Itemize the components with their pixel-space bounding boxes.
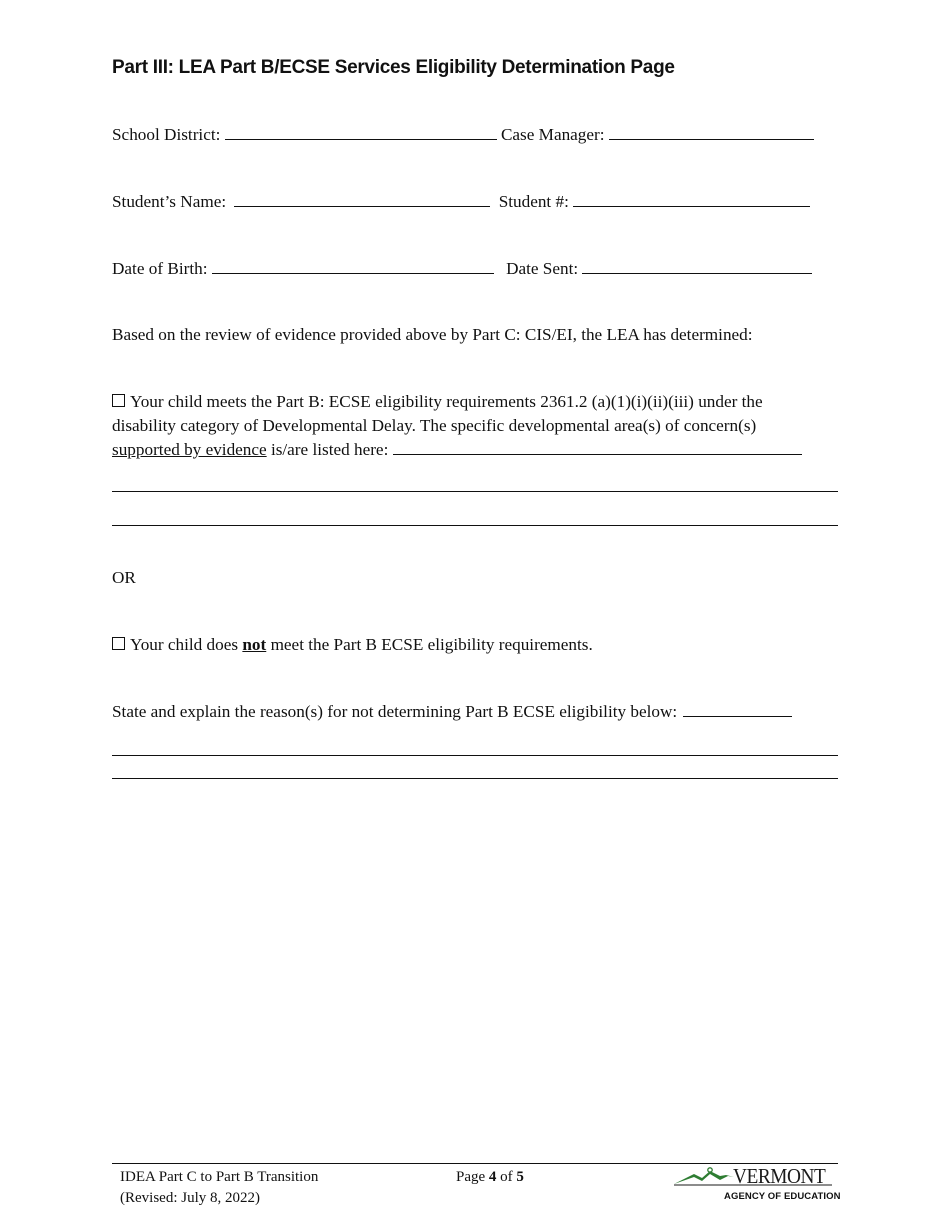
- supported-by-evidence-text: supported by evidence: [112, 440, 267, 459]
- concern-areas-field[interactable]: [393, 438, 802, 455]
- date-sent-label: Date Sent:: [506, 259, 579, 278]
- page-total: 5: [516, 1169, 524, 1185]
- student-name-label: Student’s Name:: [112, 192, 227, 211]
- meets-text-line-3: is/are listed here:: [266, 440, 389, 459]
- page-current: 4: [488, 1169, 497, 1185]
- page-title: Part III: LEA Part B/ECSE Services Eligibility Determination Page: [112, 57, 675, 78]
- field-row-dates: [112, 257, 812, 281]
- date-of-birth-field[interactable]: [212, 257, 494, 274]
- meets-text-line-1: Your child meets the Part B: ECSE eligibility requirements 2361.2 (a)(1)(i)(ii)(iii) under the: [130, 392, 763, 411]
- school-district-field[interactable]: [225, 123, 497, 140]
- or-label: OR: [112, 568, 136, 587]
- not-meets-checkbox[interactable]: [112, 637, 125, 650]
- logo-agency: AGENCY OF EDUCATION: [724, 1191, 841, 1202]
- field-row-district: [112, 123, 814, 147]
- case-manager-label: Case Manager:: [500, 125, 605, 144]
- concern-areas-line-3[interactable]: [112, 525, 838, 526]
- date-of-birth-label: Date of Birth:: [112, 259, 208, 278]
- not-meets-suffix: meet the Part B ECSE eligibility requirements.: [266, 635, 593, 654]
- case-manager-field[interactable]: [609, 123, 814, 140]
- not-emphasis: not: [242, 635, 267, 654]
- student-name-field[interactable]: [234, 190, 490, 207]
- meets-text-line-2: disability category of Developmental Delay. The specific developmental area(s) of concern(s): [112, 416, 757, 435]
- explain-line-3[interactable]: [112, 778, 838, 779]
- explain-label: State and explain the reason(s) for not determining Part B ECSE eligibility below:: [112, 702, 678, 721]
- footer-doc-title: IDEA Part C to Part B Transition: [120, 1169, 319, 1185]
- explain-row: [112, 700, 792, 724]
- school-district-label: School District:: [112, 125, 221, 144]
- logo-vermont: VERMONT: [733, 1164, 826, 1188]
- page-number: Page 4 of 5: [456, 1169, 524, 1185]
- not-meets-prefix: Your child does: [130, 635, 243, 654]
- date-sent-field[interactable]: [582, 257, 812, 274]
- explain-field[interactable]: [683, 700, 792, 717]
- field-row-student: [112, 190, 810, 214]
- concern-areas-line-2[interactable]: [112, 491, 838, 492]
- option-meets: [112, 390, 838, 462]
- footer-revised-date: (Revised: July 8, 2022): [120, 1190, 260, 1206]
- meets-checkbox[interactable]: [112, 394, 125, 407]
- intro-text: Based on the review of evidence provided above by Part C: CIS/EI, the LEA has determined:: [112, 325, 753, 344]
- student-number-field[interactable]: [573, 190, 810, 207]
- explain-line-2[interactable]: [112, 755, 838, 756]
- option-not-meets: [112, 633, 593, 657]
- student-number-label: Student #:: [498, 192, 569, 211]
- footer-doc-info: [120, 1167, 318, 1209]
